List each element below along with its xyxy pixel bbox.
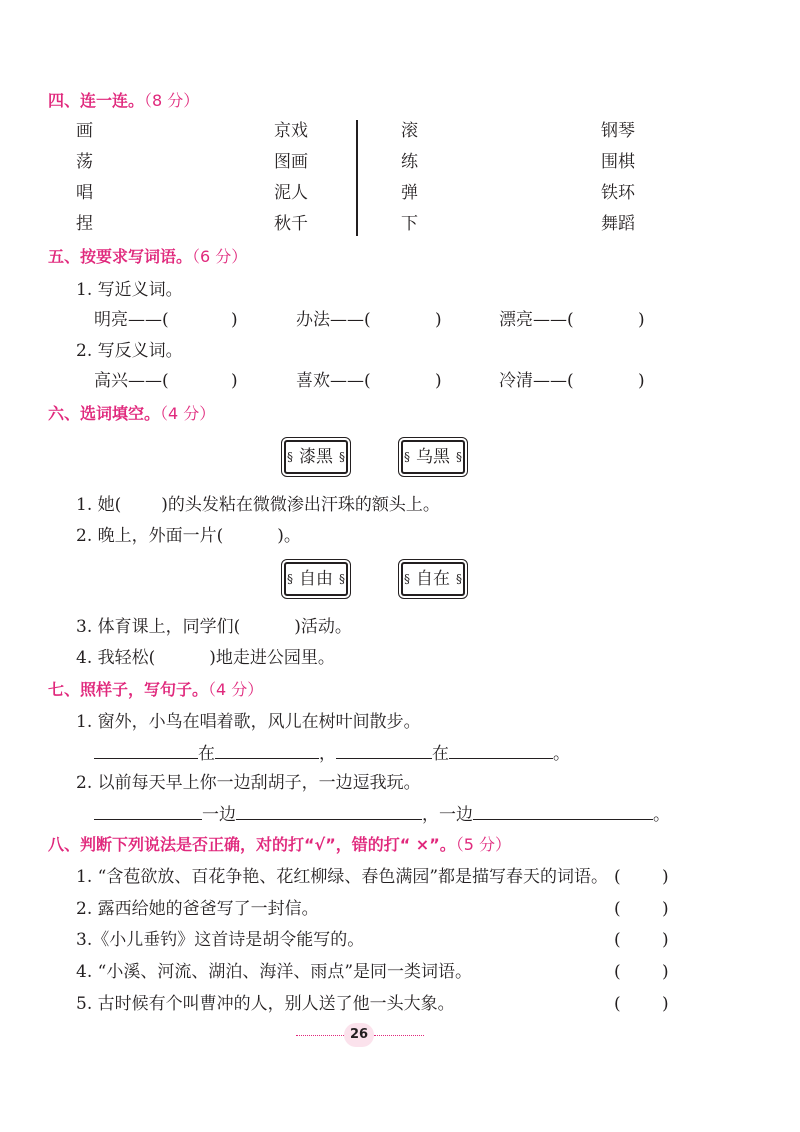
- answer-paren-open: (: [614, 994, 621, 1014]
- write-blank[interactable]: [215, 742, 319, 759]
- answer-close-paren: ): [435, 371, 442, 391]
- fill-blank-question: 2. 晚上，外面一片( )。: [76, 526, 301, 546]
- answer-paren-close: ): [662, 930, 669, 950]
- match-left-noun: 秋千: [274, 214, 308, 234]
- fill-blank-question: 4. 我轻松( )地走进公园里。: [76, 648, 335, 668]
- sentence-writing-line: 一边 ，一边 。: [94, 803, 670, 826]
- word-choice-box: § 自由 §: [284, 562, 348, 596]
- answer-paren-open: (: [614, 867, 621, 887]
- synonym-instruction: 1. 写近义词。: [76, 280, 183, 300]
- footer-rule: [374, 1035, 424, 1036]
- answer-paren-open: (: [614, 899, 621, 919]
- match-right-noun: 钢琴: [601, 121, 635, 141]
- judgment-statement: 3.《小儿垂钓》这首诗是胡令能写的。: [76, 930, 365, 950]
- antonym-item: 冷清——(: [499, 371, 574, 391]
- write-blank[interactable]: [473, 803, 653, 820]
- match-left-verb: 唱: [76, 183, 93, 203]
- word-choice-box: § 自在 §: [401, 562, 465, 596]
- write-blank[interactable]: [336, 742, 432, 759]
- fill-blank-question: 1. 她( )的头发粘在微微渗出汗珠的额头上。: [76, 495, 440, 515]
- match-left-verb: 画: [76, 121, 93, 141]
- judgment-statement: 2. 露西给她的爸爸写了一封信。: [76, 899, 319, 919]
- ornament-icon: §: [404, 450, 410, 464]
- match-left-verb: 捏: [76, 214, 93, 234]
- judgment-statement: 4. “小溪、河流、湖泊、海洋、雨点”是同一类词语。: [76, 962, 473, 982]
- column-divider: [356, 120, 358, 236]
- section-5-title: 五、按要求写词语。（6 分）: [48, 247, 248, 266]
- match-left-noun: 图画: [274, 152, 308, 172]
- sentence-writing-line: 在 ， 在 。: [94, 742, 570, 765]
- match-right-noun: 铁环: [601, 183, 635, 203]
- ornament-icon: §: [404, 572, 410, 586]
- example-sentence: 1. 窗外，小鸟在唱着歌，风儿在树叶间散步。: [76, 712, 421, 732]
- judgment-statement: 5. 古时候有个叫曹冲的人，别人送了他一头大象。: [76, 994, 455, 1014]
- antonym-item: 高兴——(: [94, 371, 169, 391]
- fill-blank-question: 3. 体育课上，同学们( )活动。: [76, 617, 352, 637]
- answer-paren-close: ): [662, 962, 669, 982]
- write-blank[interactable]: [94, 742, 198, 759]
- match-left-noun: 京戏: [274, 121, 308, 141]
- answer-close-paren: ): [435, 310, 442, 330]
- ornament-icon: §: [456, 572, 462, 586]
- match-right-noun: 围棋: [601, 152, 635, 172]
- answer-close-paren: ): [638, 371, 645, 391]
- antonym-instruction: 2. 写反义词。: [76, 341, 183, 361]
- synonym-item: 漂亮——(: [499, 310, 574, 330]
- match-right-noun: 舞蹈: [601, 214, 635, 234]
- write-blank[interactable]: [236, 803, 422, 820]
- page-number: 26: [344, 1023, 374, 1047]
- answer-paren-close: ): [662, 867, 669, 887]
- section-6-title: 六、选词填空。（4 分）: [48, 404, 216, 423]
- footer-rule: [296, 1035, 344, 1036]
- match-left-noun: 泥人: [274, 183, 308, 203]
- ornament-icon: §: [287, 572, 293, 586]
- match-right-verb: 练: [401, 152, 418, 172]
- section-8-title: 八、判断下列说法是否正确，对的打“√”，错的打“ ×”。（5 分）: [48, 835, 511, 854]
- answer-paren-close: ): [662, 899, 669, 919]
- answer-paren-close: ): [662, 994, 669, 1014]
- answer-paren-open: (: [614, 930, 621, 950]
- judgment-statement: 1. “含苞欲放、百花争艳、花红柳绿、春色满园”都是描写春天的词语。: [76, 867, 609, 887]
- answer-close-paren: ): [231, 310, 238, 330]
- ornament-icon: §: [287, 450, 293, 464]
- word-choice-box: § 漆黑 §: [284, 440, 348, 474]
- ornament-icon: §: [339, 450, 345, 464]
- synonym-item: 办法——(: [296, 310, 371, 330]
- answer-close-paren: ): [638, 310, 645, 330]
- word-choice-box: § 乌黑 §: [401, 440, 465, 474]
- example-sentence: 2. 以前每天早上你一边刮胡子，一边逗我玩。: [76, 773, 421, 793]
- match-left-verb: 荡: [76, 152, 93, 172]
- answer-close-paren: ): [231, 371, 238, 391]
- match-right-verb: 滚: [401, 121, 418, 141]
- write-blank[interactable]: [94, 803, 202, 820]
- ornament-icon: §: [456, 450, 462, 464]
- answer-paren-open: (: [614, 962, 621, 982]
- section-7-title: 七、照样子，写句子。（4 分）: [48, 680, 264, 699]
- match-right-verb: 弹: [401, 183, 418, 203]
- section-4-title: 四、连一连。（8 分）: [48, 91, 200, 110]
- synonym-item: 明亮——(: [94, 310, 169, 330]
- antonym-item: 喜欢——(: [296, 371, 371, 391]
- write-blank[interactable]: [449, 742, 553, 759]
- ornament-icon: §: [339, 572, 345, 586]
- match-right-verb: 下: [401, 214, 418, 234]
